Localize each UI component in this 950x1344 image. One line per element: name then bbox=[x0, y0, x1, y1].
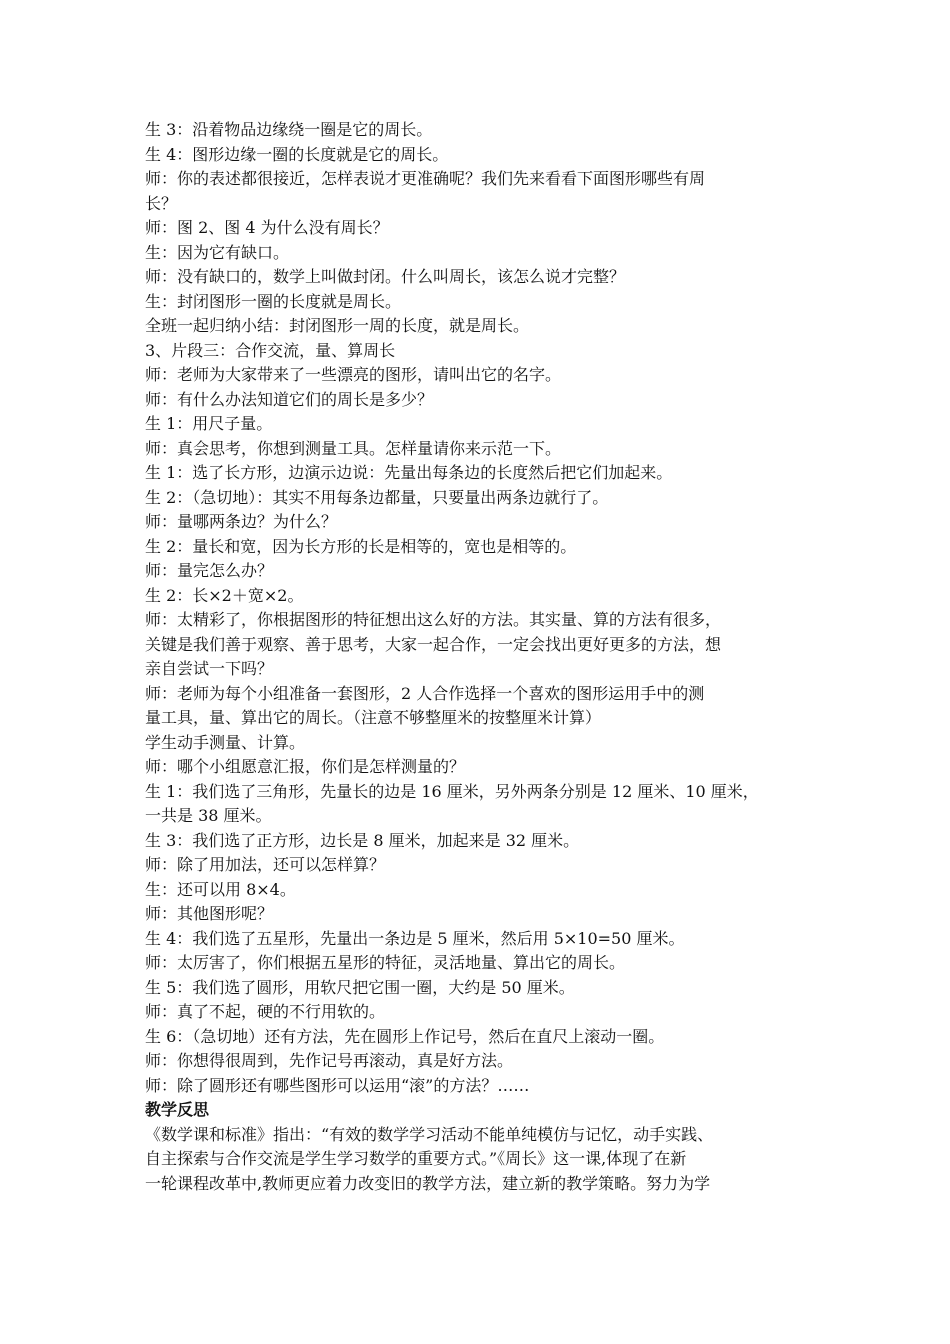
dialogue-line: 师：老师为大家带来了一些漂亮的图形，请叫出它的名字。 bbox=[145, 365, 562, 384]
dialogue-line: 师：没有缺口的，数学上叫做封闭。什么叫周长，该怎么说才完整？ bbox=[145, 267, 626, 286]
dialogue-line: 师：有什么办法知道它们的周长是多少？ bbox=[145, 389, 434, 409]
dialogue-line: 亲自尝试一下吗？ bbox=[145, 659, 274, 678]
dialogue-line: 生 2：长×2＋宽×2。 bbox=[145, 585, 304, 605]
dialogue-line: 生 1：我们选了三角形，先量长的边是 16 厘米，另外两条分别是 12 厘米、10 厘米， bbox=[145, 781, 759, 801]
reflection-line: 一轮课程改革中,教师更应着力改变旧的教学方法，建立新的教学策略。努力为学 bbox=[145, 1173, 711, 1193]
reflection-heading: 教学反思 bbox=[145, 1100, 210, 1119]
dialogue-line: 师：哪个小组愿意汇报，你们是怎样测量的？ bbox=[145, 757, 466, 776]
dialogue-line: 师：除了圆形还有哪些图形可以运用“滚”的方法？…… bbox=[145, 1075, 530, 1095]
dialogue-line: 师：太精彩了，你根据图形的特征想出这么好的方法。其实量、算的方法有很多， bbox=[145, 610, 722, 629]
dialogue-line: 生 2：（急切地）：其实不用每条边都量，只要量出两条边就行了。 bbox=[145, 487, 609, 507]
activity-line: 学生动手测量、计算。 bbox=[145, 732, 306, 752]
dialogue-line: 生 1：选了长方形，边演示边说：先量出每条边的长度然后把它们加起来。 bbox=[145, 463, 673, 482]
dialogue-line: 师：你的表述都很接近，怎样表说才更准确呢？我们先来看看下面图形哪些有周 bbox=[145, 169, 706, 188]
dialogue-line: 生 3：沿着物品边缘绕一圈是它的周长。 bbox=[145, 120, 433, 139]
dialogue-line: 生 2：量长和宽，因为长方形的长是相等的，宽也是相等的。 bbox=[145, 536, 577, 556]
dialogue-line: 生 4：图形边缘一圈的长度就是它的周长。 bbox=[145, 144, 449, 164]
dialogue-line: 生 5：我们选了圆形，用软尺把它围一圈，大约是 50 厘米。 bbox=[145, 977, 575, 997]
dialogue-line: 师：图 2、图 4 为什么没有周长？ bbox=[145, 218, 389, 237]
dialogue-line: 师：老师为每个小组准备一套图形，2 人合作选择一个喜欢的图形运用手中的测 bbox=[145, 683, 705, 703]
dialogue-line: 生 1：用尺子量。 bbox=[145, 414, 273, 433]
dialogue-line: 师：除了用加法，还可以怎样算？ bbox=[145, 855, 386, 874]
dialogue-line: 师：太厉害了，你们根据五星形的特征，灵活地量、算出它的周长。 bbox=[145, 953, 626, 972]
dialogue-line: 生：还可以用 8×4。 bbox=[145, 879, 296, 899]
dialogue-line: 长？ bbox=[145, 193, 178, 213]
dialogue-line: 生 4：我们选了五星形，先量出一条边是 5 厘米，然后用 5×10=50 厘米。 bbox=[145, 928, 685, 948]
dialogue-line: 一共是 38 厘米。 bbox=[145, 806, 272, 825]
reflection-line: 《数学课和标准》指出：“有效的数学学习活动不能单纯模仿与记忆，动手实践、 bbox=[145, 1124, 714, 1144]
dialogue-line: 生 3：我们选了正方形，边长是 8 厘米，加起来是 32 厘米。 bbox=[145, 830, 580, 850]
dialogue-line: 关键是我们善于观察、善于思考，大家一起合作，一定会找出更好更多的方法，想 bbox=[145, 634, 722, 654]
section-title: 3、片段三：合作交流，量、算周长 bbox=[145, 340, 396, 360]
dialogue-line: 师：真会思考，你想到测量工具。怎样量请你来示范一下。 bbox=[145, 438, 562, 458]
dialogue-line: 师：你想得很周到，先作记号再滚动，真是好方法。 bbox=[145, 1051, 514, 1070]
dialogue-line: 生：封闭图形一圈的长度就是周长。 bbox=[145, 291, 402, 311]
dialogue-line: 生：因为它有缺口。 bbox=[145, 242, 290, 262]
dialogue-line: 师：真了不起，硬的不行用软的。 bbox=[145, 1002, 386, 1021]
dialogue-line: 生 6：（急切地）还有方法，先在圆形上作记号，然后在直尺上滚动一圈。 bbox=[145, 1026, 665, 1046]
dialogue-line: 师：其他图形呢？ bbox=[145, 904, 274, 923]
document-body bbox=[145, 118, 817, 1196]
dialogue-line: 量工具，量、算出它的周长。（注意不够整厘米的按整厘米计算） bbox=[145, 708, 602, 727]
summary-line: 全班一起归纳小结：封闭图形一周的长度，就是周长。 bbox=[145, 316, 530, 335]
dialogue-line: 师：量完怎么办？ bbox=[145, 561, 274, 580]
dialogue-line: 师：量哪两条边？为什么？ bbox=[145, 512, 338, 531]
reflection-line: 自主探索与合作交流是学生学习数学的重要方式。”《周长》这一课,体现了在新 bbox=[145, 1149, 687, 1168]
